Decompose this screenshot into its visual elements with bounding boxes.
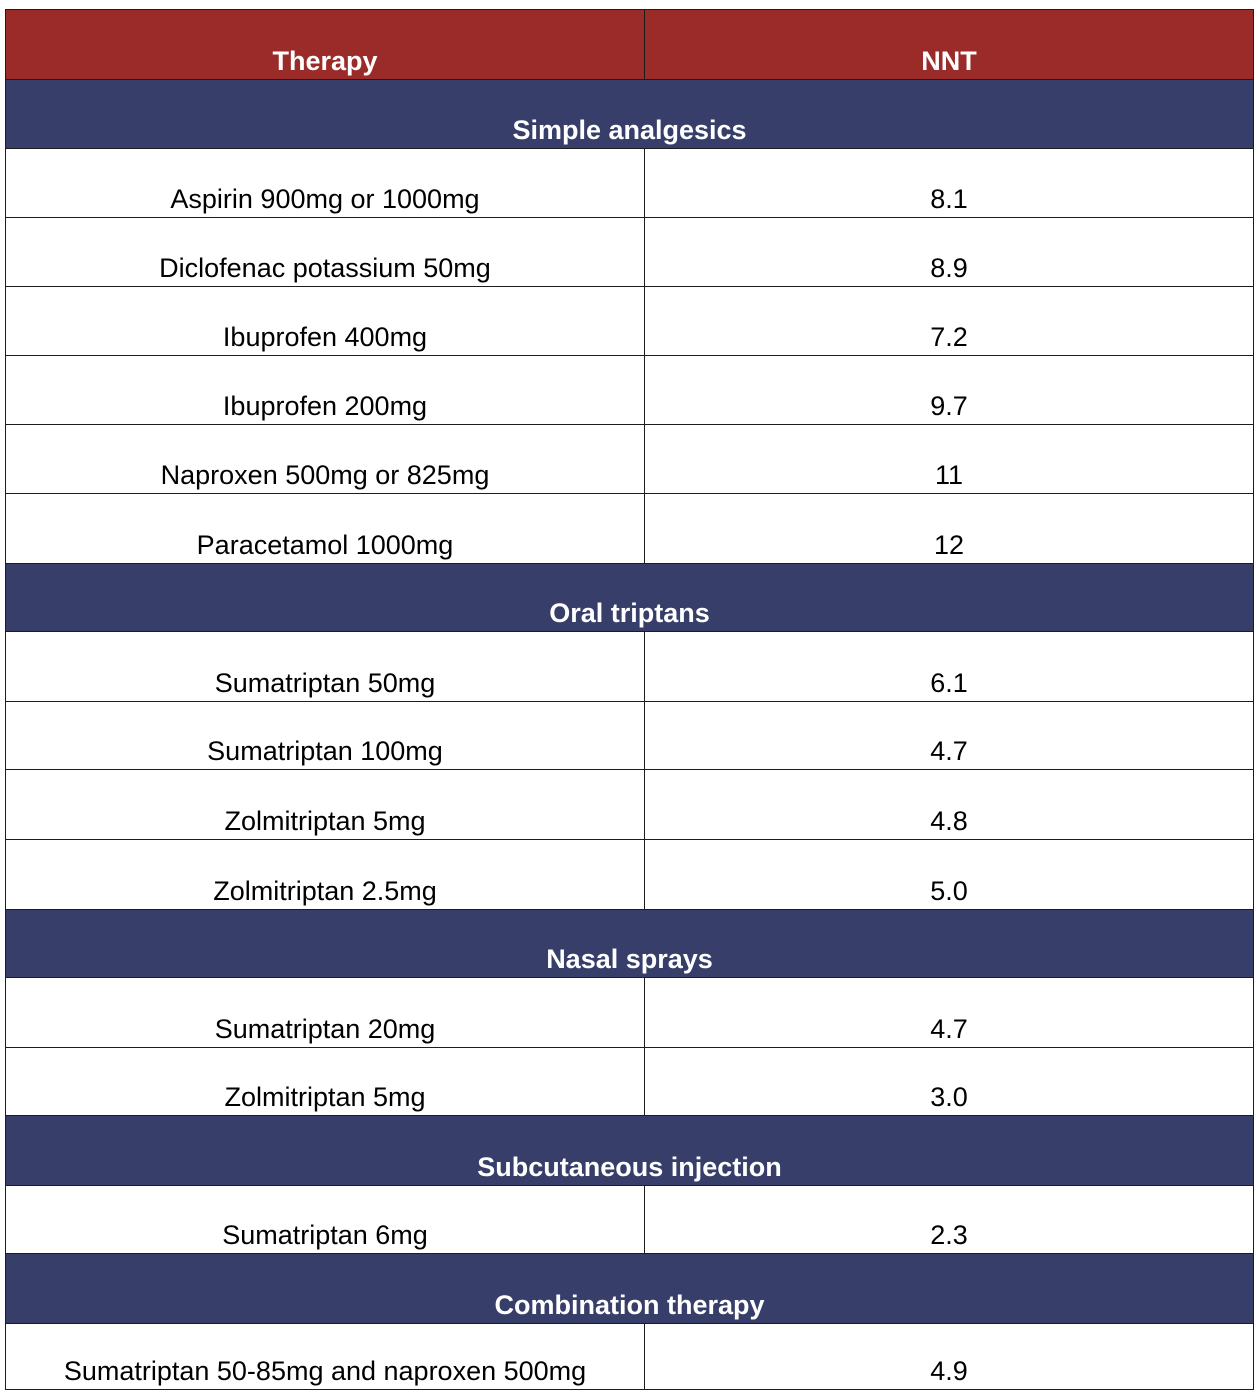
category-row-oral-triptans — [6, 564, 1254, 632]
table-row — [6, 1324, 1254, 1390]
table-row — [6, 770, 1254, 840]
nnt-cell: 4.8 — [645, 770, 1254, 840]
therapy-column-header: Therapy — [6, 10, 645, 80]
table-row — [6, 287, 1254, 356]
category-row-simple-analgesics — [6, 80, 1254, 149]
therapy-cell: Ibuprofen 400mg — [6, 287, 645, 356]
therapy-cell: Paracetamol 1000mg — [6, 494, 645, 564]
table-row — [6, 1186, 1254, 1254]
nnt-cell: 5.0 — [645, 840, 1254, 910]
category-label: Combination therapy — [6, 1254, 1254, 1324]
category-label: Oral triptans — [6, 564, 1254, 632]
therapy-cell: Sumatriptan 50mg — [6, 632, 645, 702]
table-row — [6, 978, 1254, 1048]
therapy-cell: Sumatriptan 50-85mg and naproxen 500mg — [6, 1324, 645, 1390]
therapy-cell: Zolmitriptan 5mg — [6, 1048, 645, 1116]
nnt-cell: 4.7 — [645, 978, 1254, 1048]
nnt-cell: 7.2 — [645, 287, 1254, 356]
table-row — [6, 840, 1254, 910]
nnt-cell: 8.9 — [645, 218, 1254, 287]
category-row-nasal-sprays — [6, 910, 1254, 978]
therapy-cell: Zolmitriptan 2.5mg — [6, 840, 645, 910]
category-label: Simple analgesics — [6, 80, 1254, 149]
nnt-cell: 3.0 — [645, 1048, 1254, 1116]
category-label: Nasal sprays — [6, 910, 1254, 978]
category-label: Subcutaneous injection — [6, 1116, 1254, 1186]
therapy-cell: Aspirin 900mg or 1000mg — [6, 149, 645, 218]
nnt-cell: 2.3 — [645, 1186, 1254, 1254]
nnt-cell: 11 — [645, 425, 1254, 494]
table-row — [6, 356, 1254, 425]
therapy-cell: Sumatriptan 100mg — [6, 702, 645, 770]
table-row — [6, 632, 1254, 702]
therapy-cell: Naproxen 500mg or 825mg — [6, 425, 645, 494]
category-row-subcutaneous-injection — [6, 1116, 1254, 1186]
nnt-cell: 4.7 — [645, 702, 1254, 770]
nnt-table — [5, 9, 1254, 1390]
therapy-cell: Sumatriptan 6mg — [6, 1186, 645, 1254]
table-row — [6, 1048, 1254, 1116]
therapy-cell: Diclofenac potassium 50mg — [6, 218, 645, 287]
nnt-cell: 9.7 — [645, 356, 1254, 425]
header-row — [6, 10, 1254, 80]
therapy-cell: Sumatriptan 20mg — [6, 978, 645, 1048]
nnt-column-header: NNT — [645, 10, 1254, 80]
therapy-cell: Ibuprofen 200mg — [6, 356, 645, 425]
table-row — [6, 149, 1254, 218]
table-row — [6, 425, 1254, 494]
nnt-cell: 12 — [645, 494, 1254, 564]
nnt-cell: 6.1 — [645, 632, 1254, 702]
therapy-cell: Zolmitriptan 5mg — [6, 770, 645, 840]
category-row-combination-therapy — [6, 1254, 1254, 1324]
table-row — [6, 702, 1254, 770]
table-row — [6, 494, 1254, 564]
table-row — [6, 218, 1254, 287]
nnt-cell: 8.1 — [645, 149, 1254, 218]
nnt-cell: 4.9 — [645, 1324, 1254, 1390]
